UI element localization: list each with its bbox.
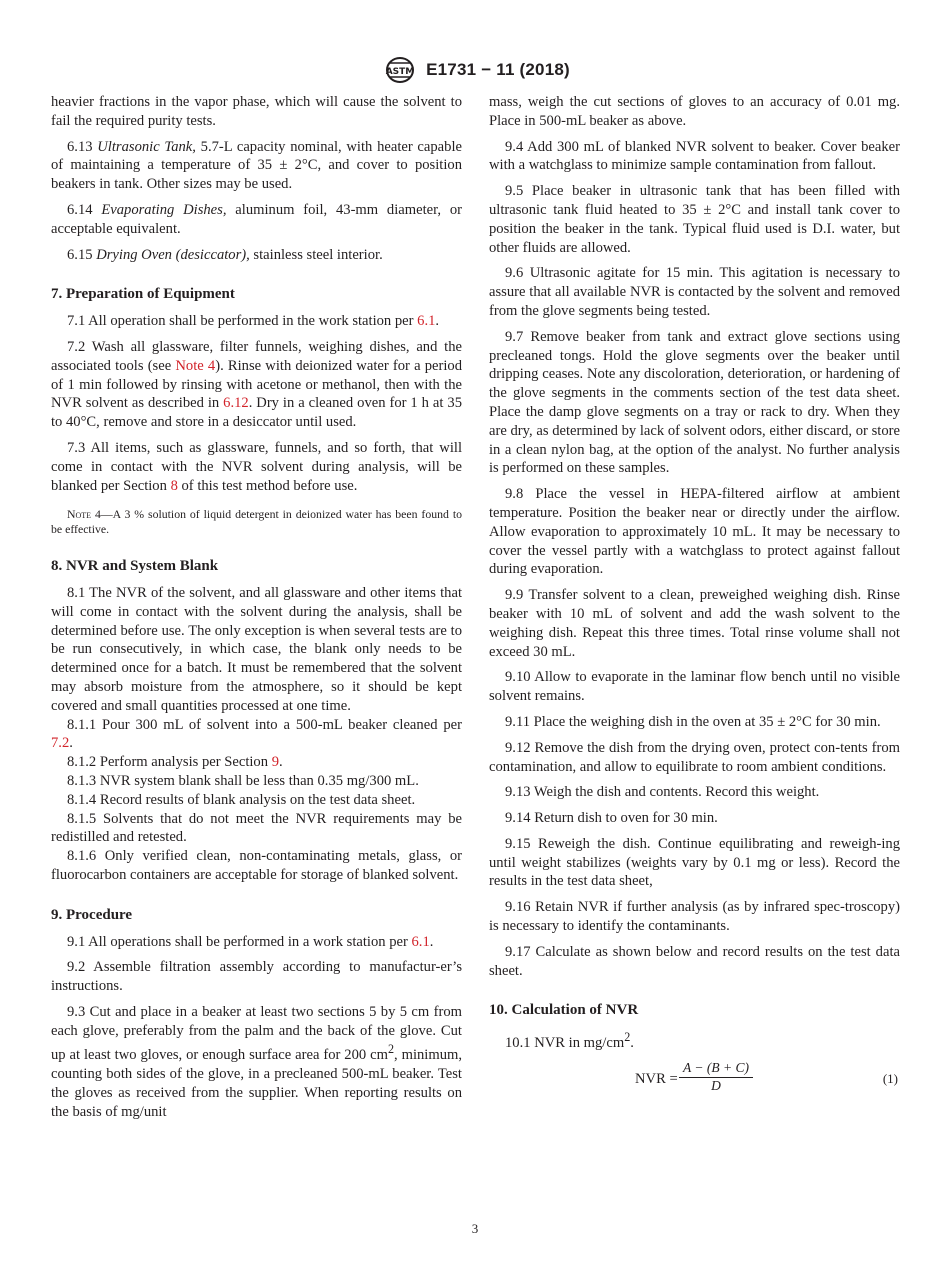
equation-lhs: NVR = — [635, 1070, 678, 1087]
paragraph-continuation: heavier fractions in the vapor phase, which will cause the solvent to fail the required purity tests. — [51, 94, 462, 129]
paragraph-6-14: 6.14 Evaporating Dishes, aluminum foil, 43-mm diameter, or acceptable equivalent. — [51, 201, 462, 237]
paragraph-9-16: 9.16 Retain NVR if further analysis (as by infrared spec-troscopy) is necessary to identify the contaminants. — [489, 899, 900, 935]
ref-link-6-12[interactable]: 6.12 — [223, 395, 249, 412]
section-10-heading: 10. Calculation of NVR — [489, 1002, 639, 1019]
equation-fraction — [679, 1060, 753, 1094]
paragraph-8-1-2: 8.1.2 Perform analysis per Section 9. — [67, 754, 283, 771]
page-header — [0, 53, 950, 87]
standard-designation: E1731 − 11 (2018) — [426, 60, 570, 79]
paragraph-9-11: 9.11 Place the weighing dish in the oven at 35 ± 2°C for 30 min. — [505, 713, 881, 730]
paragraph-8-1-3: 8.1.3 NVR system blank shall be less than 0.35 mg/300 mL. — [67, 772, 419, 789]
paragraph-9-15: 9.15 Reweigh the dish. Continue equilibrating and reweigh-ing until weight stabilizes (weights vary by 0.1 mg or less). Record the results in the test data sheet, — [489, 835, 900, 890]
paragraph-8-1-5: 8.1.5 Solvents that do not meet the NVR requirements may be redistilled and retested. — [51, 810, 462, 846]
astm-logo-icon — [380, 54, 420, 86]
paragraph-9-7: 9.7 Remove beaker from tank and extract glove sections using precleaned tongs. Hold the glove segments over the beaker until dripping ceases. Note any discoloration, deterioration, or hardening of the glove segments in the comments section of the test data sheet. Place the damp glove segments on a tray or rack to dry. When they are dry, as determined by lack of solvent odors, either discard, or store in a clean nylon bag, at the option of the analyst. No further analysis is performed on these samples. — [489, 328, 900, 477]
paragraph-8-1: 8.1 The NVR of the solvent, and all glassware and other items that will come in contact with the solvent during the analysis, shall be determined before use. The only exception is when several tests are to be run consecutively, in which case, the blank only needs to be determined once for a batch. It must be remembered that the solvent may absorb moisture from the atmosphere, so it should be kept covered and small quantities processed at one time. — [51, 584, 462, 714]
paragraph-10-1: 10.1 NVR in $mg/cm^2$. — [505, 1030, 634, 1052]
paragraph-8-1-1: 8.1.1 Pour 300 mL of solvent into a 500-mL beaker cleaned per 7.2. — [51, 716, 462, 752]
ref-link-6-1-b[interactable]: 6.1 — [411, 933, 430, 950]
paragraph-9-13: 9.13 Weigh the dish and contents. Record this weight. — [505, 784, 820, 801]
paragraph-9-4: 9.4 Add 300 mL of blanked NVR solvent to beaker. Cover beaker with a watchglass to minimize sample contamination from fallout. — [489, 138, 900, 174]
paragraph-9-1: 9.1 All operations shall be performed in a work station per 6.1. — [67, 933, 434, 950]
paragraph-9-6: 9.6 Ultrasonic agitate for 15 min. This agitation is necessary to assure that all available NVR is contacted by the solvent and removed from the glove segments being tested. — [489, 265, 900, 319]
paragraph-9-12: 9.12 Remove the dish from the drying oven, protect con-tents from contamination, and allow to equilibrate to room ambient conditions. — [489, 739, 900, 775]
section-9-heading: 9. Procedure — [51, 906, 133, 923]
equation-1 — [489, 1060, 900, 1100]
paragraph-6-13: 6.13 Ultrasonic Tank, 5.7-L capacity nominal, with heater capable of maintaining a temperature of 35 ± 2°C, and cover to position beakers in tank. Other sizes may be used. — [51, 138, 462, 193]
note-4: Note 4—A 3 % solution of liquid detergent in deionized water has been found to be effective. — [51, 507, 462, 536]
ref-link-6-1[interactable]: 6.1 — [417, 313, 436, 330]
paragraph-9-2: 9.2 Assemble filtration assembly according to manufactur-er’s instructions. — [51, 959, 462, 995]
paragraph-7-3: 7.3 All items, such as glassware, funnels, and so forth, that will come in contact with the NVR solvent during analysis, will be blanked per Section 8 of this test method before use. — [51, 439, 462, 494]
ref-link-note-4[interactable]: Note 4 — [175, 357, 216, 374]
ref-link-section-8[interactable]: 8 — [170, 477, 178, 494]
paragraph-9-17: 9.17 Calculate as shown below and record results on the test data sheet. — [489, 943, 900, 979]
paragraph-9-14: 9.14 Return dish to oven for 30 min. — [505, 810, 718, 827]
ref-link-7-2[interactable]: 7.2 — [51, 735, 70, 752]
left-column — [51, 93, 462, 1129]
paragraph-6-15: 6.15 Drying Oven (desiccator), stainless steel interior. — [67, 246, 383, 263]
ref-link-section-9[interactable]: 9 — [271, 754, 279, 771]
paragraph-9-9: 9.9 Transfer solvent to a clean, preweighed weighing dish. Rinse beaker with 10 mL of solvent and add the wash solvent to the weighing dish. Repeat this three times. Total rinse volume shall not exceed 30 mL. — [489, 587, 900, 660]
page-number: 3 — [471, 1221, 479, 1236]
paragraph-9-8: 9.8 Place the vessel in HEPA-filtered airflow at ambient temperature. Position the beaker near or directly under the airflow. Allow evaporation to approximately 10 mL. It may be necessary to cover the vessel partly with a watchglass to protect against fallout during evaporation. — [489, 486, 900, 578]
paragraph-continuation-right: mass, weigh the cut sections of gloves to an accuracy of 0.01 mg. Place in 500-mL beaker as above. — [489, 94, 900, 129]
astm-logo-text: ASTM — [385, 67, 415, 77]
equation-denominator: D — [711, 1077, 721, 1093]
paragraph-9-10: 9.10 Allow to evaporate in the laminar flow bench until no visible solvent remains. — [489, 669, 900, 705]
section-7-heading: 7. Preparation of Equipment — [51, 286, 235, 303]
right-column — [489, 93, 900, 1100]
paragraph-9-5: 9.5 Place beaker in ultrasonic tank that has been filled with ultrasonic tank fluid heated to 35 ± 2°C and install tank cover to position the beaker in the tank. Typical fluid used is D.I. water, but other fluids are allowed. — [489, 183, 900, 256]
paragraph-7-2: 7.2 Wash all glassware, filter funnels, weighing dishes, and the associated tools (see Note 4). Rinse with deionized water for a period of 1 min followed by rinsing with acetone or methanol, then with the NVR solvent as described in 6.12. Dry in a cleaned oven for 1 h at 35 to 40°C, remove and store in a desiccator until used. — [51, 338, 462, 431]
equation-number: (1) — [882, 1070, 898, 1086]
paragraph-8-1-6: 8.1.6 Only verified clean, non-contaminating metals, glass, or fluorocarbon containers are acceptable for storage of blanked solvent. — [51, 848, 462, 883]
paragraph-8-1-4: 8.1.4 Record results of blank analysis on the test data sheet. — [67, 791, 416, 808]
equation-numerator: A − (B + C) — [679, 1060, 753, 1078]
paragraph-9-3: 9.3 Cut and place in a beaker at least two sections 5 by 5 cm from each glove, preferably from the palm and the back of the glove. Cut up at least two gloves, or enough surface area for 200 $cm^2$, minimum, counting both sides of the glove, in a precleaned 500-mL beaker. Test the gloves as received from the supplier. When reporting results on the basis of mg/unit — [51, 1003, 463, 1120]
paragraph-7-1: 7.1 All operation shall be performed in the work station per 6.1. — [67, 313, 440, 330]
section-8-heading: 8. NVR and System Blank — [51, 558, 219, 575]
